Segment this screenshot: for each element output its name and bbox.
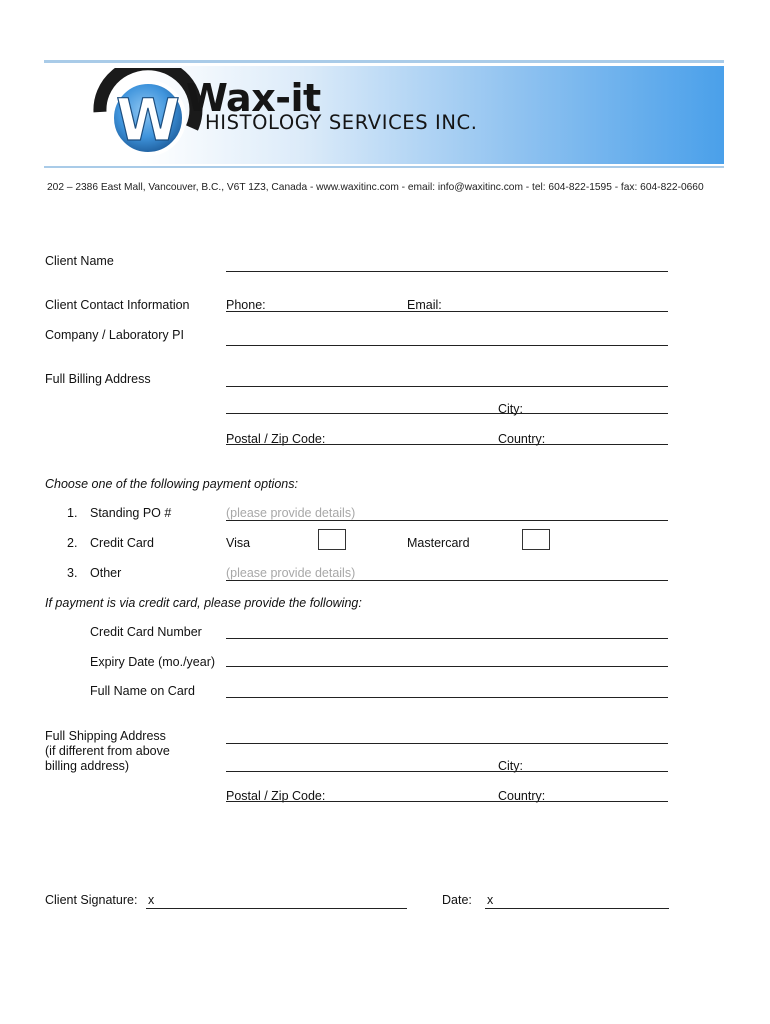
signature-x-mark: x (148, 893, 155, 907)
shipping-postal-country-field[interactable] (226, 801, 668, 802)
name-on-card-label: Full Name on Card (90, 684, 195, 698)
other-payment-label: Other (90, 566, 122, 580)
client-contact-field[interactable] (226, 311, 668, 312)
phone-label: Phone: (226, 298, 266, 312)
visa-label: Visa (226, 536, 251, 550)
card-number-label: Credit Card Number (90, 625, 202, 639)
standing-po-field[interactable] (226, 520, 668, 521)
option-3-number: 3. (67, 566, 78, 580)
client-signature-label: Client Signature: (45, 893, 138, 907)
company-address-line: 202 – 2386 East Mall, Vancouver, B.C., V6T 1Z3, Canada - www.waxitinc.com - email: info@waxitinc.com - tel: 604-822-1595 - fax: 604-822-0660 (47, 182, 704, 193)
standing-po-label: Standing PO # (90, 506, 172, 520)
visa-checkbox[interactable] (318, 529, 346, 550)
card-number-field[interactable] (226, 638, 668, 639)
client-signature-field[interactable] (146, 908, 407, 909)
billing-address-line1-field[interactable] (226, 386, 668, 387)
payment-options-intro: Choose one of the following payment options: (45, 477, 298, 491)
logo-letter: W (116, 86, 180, 154)
option-2-number: 2. (67, 536, 78, 550)
shipping-address-label: Full Shipping Address (45, 729, 166, 743)
expiry-date-label: Expiry Date (mo./year) (90, 655, 216, 669)
company-pi-field[interactable] (226, 345, 668, 346)
shipping-city-label: City: (498, 759, 523, 773)
shipping-address-line1-field[interactable] (226, 743, 668, 744)
option-1-number: 1. (67, 506, 78, 520)
other-payment-field[interactable] (226, 580, 668, 581)
client-name-field[interactable] (226, 271, 668, 272)
billing-postal-label: Postal / Zip Code: (226, 432, 326, 446)
name-on-card-field[interactable] (226, 697, 668, 698)
email-label: Email: (407, 298, 442, 312)
mastercard-checkbox[interactable] (522, 529, 550, 550)
standing-po-placeholder: (please provide details) (226, 506, 356, 520)
credit-card-label: Credit Card (90, 536, 154, 550)
shipping-address-note-2: billing address) (45, 759, 130, 773)
header-top-rule (44, 60, 724, 63)
date-x-mark: x (487, 893, 494, 907)
client-name-label: Client Name (45, 254, 114, 268)
expiry-date-field[interactable] (226, 666, 668, 667)
billing-country-label: Country: (498, 432, 546, 446)
shipping-country-label: Country: (498, 789, 546, 803)
billing-city-label: City: (498, 402, 523, 416)
shipping-city-field[interactable] (226, 771, 668, 772)
other-payment-placeholder: (please provide details) (226, 566, 356, 580)
date-label: Date: (442, 893, 472, 907)
header-bottom-rule (44, 166, 724, 168)
company-tagline: HISTOLOGY SERVICES INC. (205, 111, 478, 134)
mastercard-label: Mastercard (407, 536, 470, 550)
billing-city-field[interactable] (226, 413, 668, 414)
company-pi-label: Company / Laboratory PI (45, 328, 184, 342)
shipping-postal-label: Postal / Zip Code: (226, 789, 326, 803)
credit-card-intro: If payment is via credit card, please provide the following: (45, 596, 362, 610)
billing-postal-country-field[interactable] (226, 444, 668, 445)
client-contact-label: Client Contact Information (45, 298, 190, 312)
date-field[interactable] (485, 908, 669, 909)
shipping-address-note-1: (if different from above (45, 744, 170, 758)
company-brand-name: Wax-it (186, 76, 321, 120)
billing-address-label: Full Billing Address (45, 372, 151, 386)
